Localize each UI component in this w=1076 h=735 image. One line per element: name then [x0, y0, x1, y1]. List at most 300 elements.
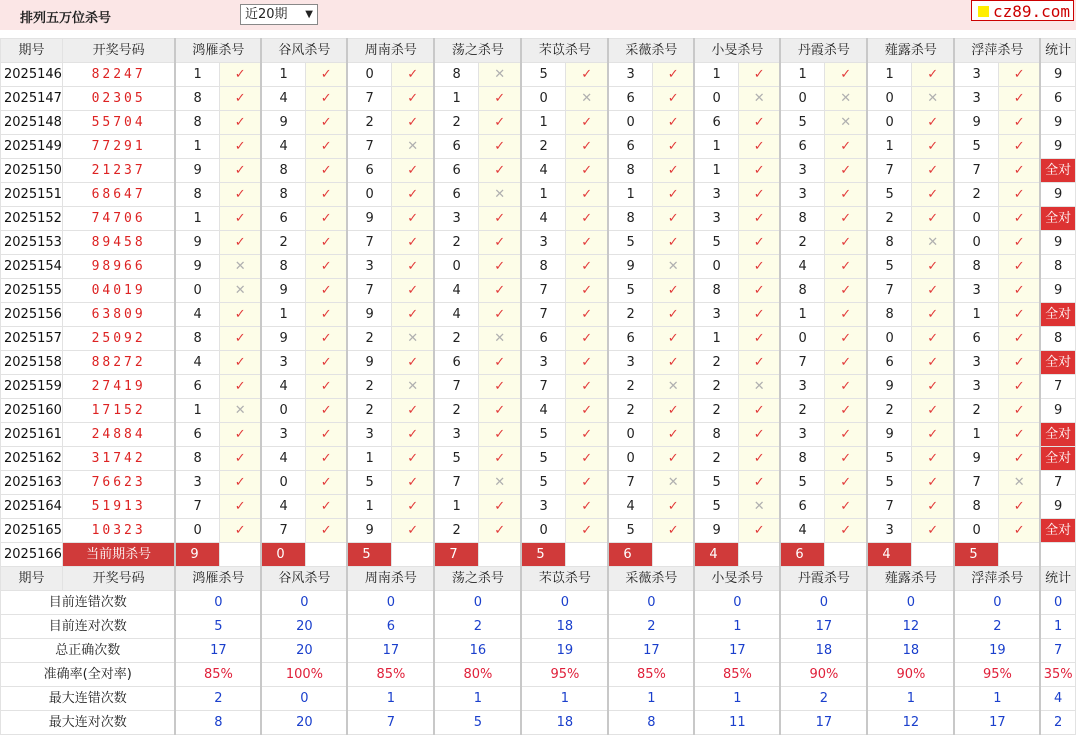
kill-value-cell: 6 [608, 327, 652, 351]
column-header: 采薇杀号 [608, 39, 694, 63]
check-icon: ✓ [305, 63, 347, 87]
check-icon: ✓ [998, 87, 1040, 111]
blank-cell [219, 543, 261, 567]
kill-value-cell: 1 [780, 63, 824, 87]
summary-value: 2 [175, 687, 261, 711]
summary-value: 2 [780, 687, 867, 711]
summary-value: 1 [1040, 615, 1075, 639]
check-icon: ✓ [305, 471, 347, 495]
check-icon: ✓ [219, 159, 261, 183]
table-row [1, 351, 1076, 375]
kill-value-cell: 3 [780, 423, 824, 447]
kill-value-cell: 2 [434, 327, 478, 351]
kill-value-cell: 2 [954, 399, 998, 423]
check-icon: ✓ [911, 279, 954, 303]
period-cell: 2025146 [1, 63, 63, 87]
draw-number-cell: 77291 [62, 135, 175, 159]
kill-value-cell: 0 [780, 87, 824, 111]
kill-value-cell: 6 [434, 183, 478, 207]
check-icon: ✓ [391, 111, 434, 135]
current-kill-value: 4 [867, 543, 911, 567]
check-icon: ✓ [652, 399, 694, 423]
check-icon: ✓ [911, 159, 954, 183]
check-icon: ✓ [824, 279, 867, 303]
check-icon: ✓ [911, 495, 954, 519]
period-cell: 2025162 [1, 447, 63, 471]
check-icon: ✓ [738, 519, 780, 543]
period-cell: 2025153 [1, 231, 63, 255]
summary-row [1, 663, 1076, 687]
check-icon: ✓ [824, 351, 867, 375]
check-icon: ✓ [565, 423, 608, 447]
kill-value-cell: 1 [261, 63, 305, 87]
column-header: 采薇杀号 [608, 567, 694, 591]
check-icon: ✓ [391, 495, 434, 519]
kill-value-cell: 8 [261, 183, 305, 207]
column-header: 丹霞杀号 [780, 39, 867, 63]
check-icon: ✓ [824, 303, 867, 327]
kill-value-cell: 7 [867, 495, 911, 519]
draw-number-cell: 68647 [62, 183, 175, 207]
kill-value-cell: 4 [261, 447, 305, 471]
check-icon: ✓ [219, 87, 261, 111]
check-icon: ✓ [391, 447, 434, 471]
check-icon: ✓ [219, 63, 261, 87]
kill-value-cell: 0 [347, 63, 391, 87]
summary-value: 12 [867, 615, 954, 639]
kill-value-cell: 3 [954, 351, 998, 375]
summary-value: 1 [434, 687, 521, 711]
check-icon: ✓ [911, 63, 954, 87]
kill-value-cell: 1 [780, 303, 824, 327]
check-icon: ✓ [652, 63, 694, 87]
check-icon: ✓ [824, 519, 867, 543]
cross-icon: ✕ [652, 255, 694, 279]
check-icon: ✓ [738, 303, 780, 327]
check-icon: ✓ [478, 231, 521, 255]
stat-cell: 全对 [1040, 159, 1075, 183]
check-icon: ✓ [478, 279, 521, 303]
check-icon: ✓ [565, 159, 608, 183]
cross-icon: ✕ [219, 279, 261, 303]
check-icon: ✓ [998, 327, 1040, 351]
current-kill-value: 5 [347, 543, 391, 567]
check-icon: ✓ [565, 375, 608, 399]
kill-value-cell: 7 [521, 279, 565, 303]
check-icon: ✓ [565, 207, 608, 231]
kill-value-cell: 0 [694, 255, 738, 279]
summary-value: 90% [780, 663, 867, 687]
kill-value-cell: 6 [175, 423, 219, 447]
draw-number-cell: 27419 [62, 375, 175, 399]
stat-cell: 全对 [1040, 207, 1075, 231]
kill-value-cell: 1 [867, 63, 911, 87]
stat-cell: 9 [1040, 111, 1075, 135]
current-kill-value: 5 [521, 543, 565, 567]
column-header: 谷风杀号 [261, 39, 347, 63]
column-header: 浮萍杀号 [954, 567, 1040, 591]
draw-number-cell: 10323 [62, 519, 175, 543]
check-icon: ✓ [652, 207, 694, 231]
column-header: 丹霞杀号 [780, 567, 867, 591]
kill-value-cell: 5 [780, 471, 824, 495]
check-icon: ✓ [565, 399, 608, 423]
draw-number-cell: 51913 [62, 495, 175, 519]
kill-value-cell: 7 [175, 495, 219, 519]
check-icon: ✓ [391, 183, 434, 207]
check-icon: ✓ [219, 423, 261, 447]
draw-number-cell: 25092 [62, 327, 175, 351]
summary-value: 19 [954, 639, 1040, 663]
check-icon: ✓ [478, 375, 521, 399]
check-icon: ✓ [911, 183, 954, 207]
cross-icon: ✕ [219, 255, 261, 279]
table-row [1, 375, 1076, 399]
kill-value-cell: 2 [780, 231, 824, 255]
summary-value: 2 [954, 615, 1040, 639]
check-icon: ✓ [391, 63, 434, 87]
kill-value-cell: 7 [521, 375, 565, 399]
kill-value-cell: 3 [954, 279, 998, 303]
stat-cell: 全对 [1040, 303, 1075, 327]
summary-value: 7 [1040, 639, 1075, 663]
kill-value-cell: 0 [347, 183, 391, 207]
summary-value: 18 [521, 615, 608, 639]
header-row [1, 39, 1076, 63]
kill-value-cell: 2 [434, 519, 478, 543]
summary-value: 2 [434, 615, 521, 639]
check-icon: ✓ [305, 447, 347, 471]
summary-value: 16 [434, 639, 521, 663]
check-icon: ✓ [478, 159, 521, 183]
draw-number-cell: 24884 [62, 423, 175, 447]
check-icon: ✓ [738, 255, 780, 279]
summary-value: 7 [347, 711, 434, 735]
check-icon: ✓ [219, 471, 261, 495]
kill-value-cell: 1 [694, 327, 738, 351]
summary-value: 8 [175, 711, 261, 735]
cross-icon: ✕ [391, 135, 434, 159]
period-cell: 2025151 [1, 183, 63, 207]
kill-value-cell: 4 [608, 495, 652, 519]
kill-value-cell: 3 [954, 87, 998, 111]
check-icon: ✓ [824, 159, 867, 183]
summary-value: 17 [954, 711, 1040, 735]
kill-value-cell: 8 [954, 495, 998, 519]
kill-value-cell: 3 [954, 375, 998, 399]
kill-value-cell: 0 [608, 447, 652, 471]
check-icon: ✓ [824, 231, 867, 255]
summary-value: 0 [867, 591, 954, 615]
check-icon: ✓ [998, 183, 1040, 207]
period-cell: 2025155 [1, 279, 63, 303]
kill-value-cell: 1 [608, 183, 652, 207]
summary-value: 18 [521, 711, 608, 735]
kill-value-cell: 6 [521, 327, 565, 351]
check-icon: ✓ [478, 303, 521, 327]
kill-value-cell: 7 [347, 279, 391, 303]
kill-value-cell: 2 [521, 135, 565, 159]
kill-value-cell: 6 [694, 111, 738, 135]
check-icon: ✓ [652, 327, 694, 351]
check-icon: ✓ [391, 351, 434, 375]
check-icon: ✓ [565, 303, 608, 327]
check-icon: ✓ [391, 519, 434, 543]
blank-cell [738, 543, 780, 567]
stat-cell: 8 [1040, 327, 1075, 351]
column-header: 小旻杀号 [694, 39, 780, 63]
current-kill-label: 当前期杀号 [62, 543, 175, 567]
kill-value-cell: 9 [175, 255, 219, 279]
kill-value-cell: 0 [867, 111, 911, 135]
table-row [1, 63, 1076, 87]
kill-value-cell: 2 [867, 399, 911, 423]
summary-row [1, 615, 1076, 639]
check-icon: ✓ [219, 231, 261, 255]
check-icon: ✓ [911, 375, 954, 399]
blank-cell [911, 543, 954, 567]
check-icon: ✓ [219, 351, 261, 375]
kill-value-cell: 9 [175, 231, 219, 255]
cross-icon: ✕ [391, 375, 434, 399]
period-cell: 2025147 [1, 87, 63, 111]
kill-value-cell: 9 [608, 255, 652, 279]
check-icon: ✓ [391, 399, 434, 423]
check-icon: ✓ [219, 375, 261, 399]
summary-value: 4 [1040, 687, 1075, 711]
summary-value: 0 [954, 591, 1040, 615]
column-header: 芣苡杀号 [521, 567, 608, 591]
check-icon: ✓ [998, 255, 1040, 279]
check-icon: ✓ [391, 87, 434, 111]
kill-value-cell: 4 [780, 519, 824, 543]
table-row [1, 447, 1076, 471]
check-icon: ✓ [652, 87, 694, 111]
kill-value-cell: 9 [867, 375, 911, 399]
check-icon: ✓ [911, 447, 954, 471]
check-icon: ✓ [652, 231, 694, 255]
kill-value-cell: 2 [954, 183, 998, 207]
kill-value-cell: 8 [434, 63, 478, 87]
kill-value-cell: 4 [261, 87, 305, 111]
kill-value-cell: 2 [780, 399, 824, 423]
kill-value-cell: 5 [867, 447, 911, 471]
check-icon: ✓ [911, 207, 954, 231]
kill-value-cell: 1 [694, 135, 738, 159]
period-cell: 2025148 [1, 111, 63, 135]
page-title: 排列五万位杀号 [20, 11, 112, 26]
check-icon: ✓ [738, 279, 780, 303]
summary-value: 85% [347, 663, 434, 687]
kill-value-cell: 6 [867, 351, 911, 375]
table-row [1, 255, 1076, 279]
kill-value-cell: 1 [954, 303, 998, 327]
check-icon: ✓ [911, 135, 954, 159]
stat-cell: 9 [1040, 279, 1075, 303]
cross-icon: ✕ [998, 471, 1040, 495]
period-cell: 2025156 [1, 303, 63, 327]
stat-cell: 全对 [1040, 351, 1075, 375]
column-header: 谷风杀号 [261, 567, 347, 591]
kill-value-cell: 9 [175, 159, 219, 183]
blank-cell [391, 543, 434, 567]
check-icon: ✓ [305, 159, 347, 183]
kill-value-cell: 7 [521, 303, 565, 327]
summary-value: 20 [261, 711, 347, 735]
kill-value-cell: 8 [175, 447, 219, 471]
kill-value-cell: 5 [694, 471, 738, 495]
kill-value-cell: 3 [434, 423, 478, 447]
kill-value-cell: 8 [175, 87, 219, 111]
summary-label: 总正确次数 [1, 639, 176, 663]
summary-value: 17 [347, 639, 434, 663]
check-icon: ✓ [652, 183, 694, 207]
check-icon: ✓ [998, 159, 1040, 183]
check-icon: ✓ [305, 87, 347, 111]
check-icon: ✓ [565, 63, 608, 87]
summary-value: 0 [347, 591, 434, 615]
summary-value: 8 [608, 711, 694, 735]
period-cell: 2025160 [1, 399, 63, 423]
check-icon: ✓ [824, 423, 867, 447]
check-icon: ✓ [998, 303, 1040, 327]
kill-value-cell: 1 [434, 495, 478, 519]
period-cell: 2025165 [1, 519, 63, 543]
check-icon: ✓ [998, 207, 1040, 231]
kill-value-cell: 9 [954, 447, 998, 471]
draw-number-cell: 31742 [62, 447, 175, 471]
kill-value-cell: 8 [694, 423, 738, 447]
period-cell: 2025159 [1, 375, 63, 399]
column-header: 鸿雁杀号 [175, 567, 261, 591]
column-header: 周南杀号 [347, 567, 434, 591]
check-icon: ✓ [824, 207, 867, 231]
kill-value-cell: 5 [867, 255, 911, 279]
check-icon: ✓ [652, 135, 694, 159]
brand-logo[interactable] [971, 0, 1074, 21]
summary-value: 0 [175, 591, 261, 615]
check-icon: ✓ [305, 399, 347, 423]
kill-value-cell: 9 [347, 207, 391, 231]
kill-value-cell: 5 [347, 471, 391, 495]
kill-value-cell: 6 [608, 135, 652, 159]
kill-value-cell: 6 [175, 375, 219, 399]
kill-value-cell: 2 [867, 207, 911, 231]
draw-number-cell: 21237 [62, 159, 175, 183]
kill-value-cell: 0 [608, 423, 652, 447]
kill-value-cell: 2 [434, 111, 478, 135]
current-period-row [1, 543, 1076, 567]
check-icon: ✓ [305, 183, 347, 207]
cross-icon: ✕ [219, 399, 261, 423]
kill-value-cell: 2 [694, 447, 738, 471]
kill-value-cell: 6 [780, 495, 824, 519]
kill-value-cell: 3 [694, 303, 738, 327]
check-icon: ✓ [565, 447, 608, 471]
kill-value-cell: 7 [347, 135, 391, 159]
cross-icon: ✕ [478, 471, 521, 495]
kill-value-cell: 6 [780, 135, 824, 159]
period-select[interactable] [240, 4, 318, 25]
summary-value: 2 [608, 615, 694, 639]
kill-value-cell: 0 [521, 87, 565, 111]
check-icon: ✓ [998, 495, 1040, 519]
cross-icon: ✕ [478, 327, 521, 351]
kill-value-cell: 5 [521, 63, 565, 87]
kill-value-cell: 5 [694, 495, 738, 519]
check-icon: ✓ [305, 303, 347, 327]
check-icon: ✓ [824, 471, 867, 495]
kill-value-cell: 7 [347, 87, 391, 111]
blank-cell [824, 543, 867, 567]
kill-value-cell: 3 [954, 63, 998, 87]
kill-value-cell: 2 [434, 231, 478, 255]
current-kill-value: 9 [175, 543, 219, 567]
check-icon: ✓ [738, 231, 780, 255]
kill-value-cell: 7 [434, 375, 478, 399]
column-header: 统计 [1040, 567, 1075, 591]
summary-value: 1 [521, 687, 608, 711]
check-icon: ✓ [478, 423, 521, 447]
check-icon: ✓ [478, 87, 521, 111]
kill-value-cell: 3 [694, 207, 738, 231]
stat-cell: 6 [1040, 87, 1075, 111]
check-icon: ✓ [738, 135, 780, 159]
summary-value: 11 [694, 711, 780, 735]
current-kill-value: 4 [694, 543, 738, 567]
check-icon: ✓ [652, 423, 694, 447]
check-icon: ✓ [305, 519, 347, 543]
check-icon: ✓ [391, 255, 434, 279]
check-icon: ✓ [565, 471, 608, 495]
column-header: 周南杀号 [347, 39, 434, 63]
check-icon: ✓ [478, 207, 521, 231]
kill-value-cell: 0 [434, 255, 478, 279]
check-icon: ✓ [998, 279, 1040, 303]
kill-value-cell: 1 [694, 63, 738, 87]
kill-value-cell: 5 [434, 447, 478, 471]
check-icon: ✓ [219, 303, 261, 327]
kill-value-cell: 4 [261, 495, 305, 519]
kill-value-cell: 8 [780, 447, 824, 471]
current-kill-value: 6 [608, 543, 652, 567]
period-cell: 2025164 [1, 495, 63, 519]
check-icon: ✓ [998, 231, 1040, 255]
check-icon: ✓ [911, 423, 954, 447]
check-icon: ✓ [911, 327, 954, 351]
kill-value-cell: 5 [780, 111, 824, 135]
kill-value-cell: 0 [521, 519, 565, 543]
kill-value-cell: 8 [261, 255, 305, 279]
check-icon: ✓ [998, 111, 1040, 135]
summary-value: 2 [1040, 711, 1075, 735]
kill-value-cell: 1 [261, 303, 305, 327]
stat-cell: 全对 [1040, 423, 1075, 447]
summary-value: 1 [867, 687, 954, 711]
check-icon: ✓ [738, 207, 780, 231]
check-icon: ✓ [565, 255, 608, 279]
kill-value-cell: 6 [434, 135, 478, 159]
kill-value-cell: 7 [261, 519, 305, 543]
check-icon: ✓ [391, 279, 434, 303]
draw-number-cell: 82247 [62, 63, 175, 87]
kill-value-cell: 1 [175, 135, 219, 159]
check-icon: ✓ [565, 111, 608, 135]
check-icon: ✓ [738, 159, 780, 183]
summary-value: 80% [434, 663, 521, 687]
kill-value-cell: 4 [521, 159, 565, 183]
draw-number-cell: 74706 [62, 207, 175, 231]
